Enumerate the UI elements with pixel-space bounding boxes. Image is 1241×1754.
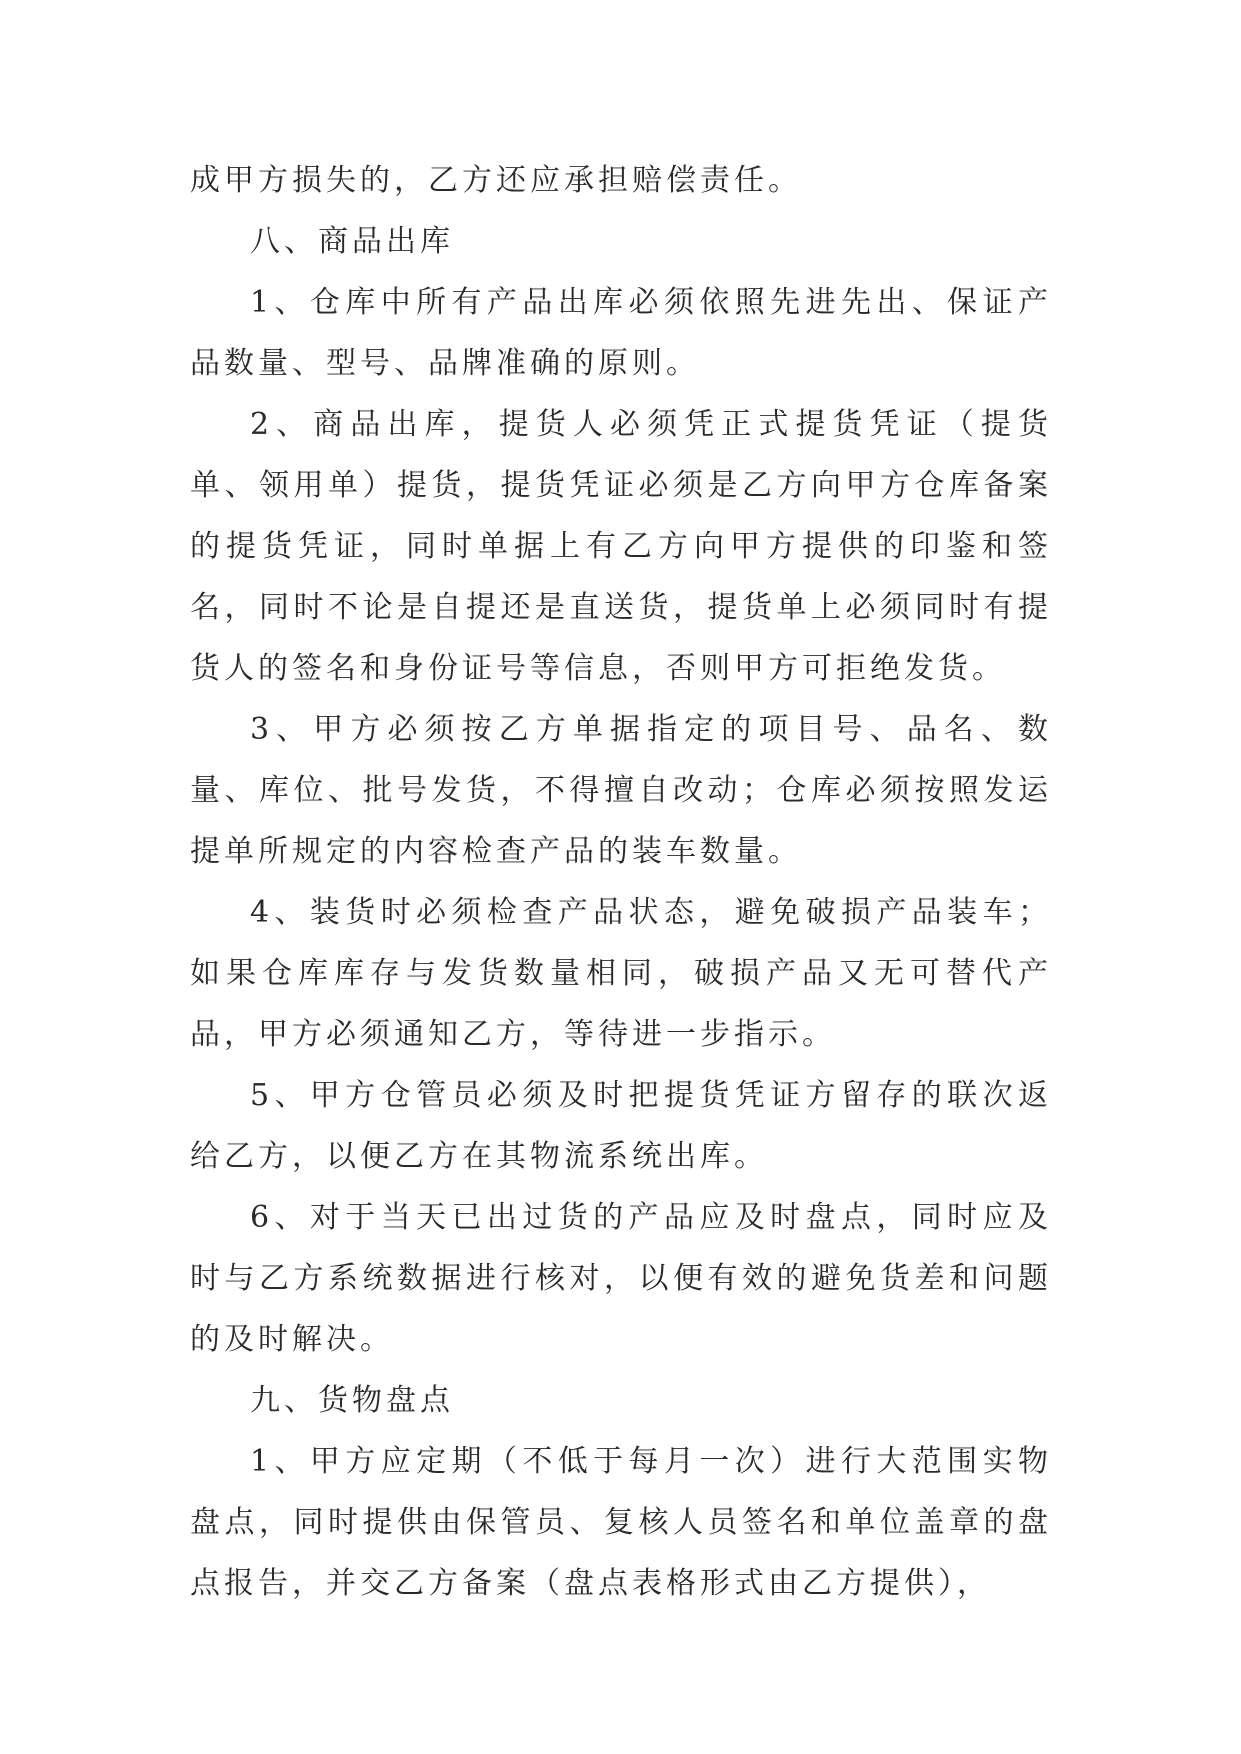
paragraph-outbound-3: 3、甲方必须按乙方单据指定的项目号、品名、数量、库位、批号发货，不得擅自改动；仓库必须按照发运提单所规定的内容检查产品的装车数量。 — [190, 712, 1052, 869]
paragraph-outbound-5: 5、甲方仓管员必须及时把提货凭证方留存的联次返给乙方，以便乙方在其物流系统出库。 — [190, 1078, 1052, 1174]
document-body — [190, 150, 1052, 1614]
paragraph-outbound-1: 1、仓库中所有产品出库必须依照先进先出、保证产品数量、型号、品牌准确的原则。 — [190, 285, 1052, 381]
paragraph-outbound-6: 6、对于当天已出过货的产品应及时盘点，同时应及时与乙方系统数据进行核对，以便有效的避免货差和问题的及时解决。 — [190, 1200, 1052, 1357]
paragraph-inventory-1: 1、甲方应定期（不低于每月一次）进行大范围实物盘点，同时提供由保管员、复核人员签名和单位盖章的盘点报告，并交乙方备案（盘点表格形式由乙方提供）， — [190, 1444, 1052, 1601]
section-heading-outbound: 八、商品出库 — [250, 224, 454, 259]
paragraph-continuation: 成甲方损失的，乙方还应承担赔偿责任。 — [190, 163, 802, 198]
paragraph-outbound-2: 2、商品出库，提货人必须凭正式提货凭证（提货单、领用单）提货，提货凭证必须是乙方向甲方仓库备案的提货凭证，同时单据上有乙方向甲方提供的印鉴和签名，同时不论是自提还是直送货，提货单上必须同时有提货人的签名和身份证号等信息，否则甲方可拒绝发货。 — [190, 407, 1052, 686]
section-heading-inventory: 九、货物盘点 — [250, 1383, 454, 1418]
paragraph-outbound-4: 4、装货时必须检查产品状态，避免破损产品装车；如果仓库库存与发货数量相同，破损产品又无可替代产品，甲方必须通知乙方，等待进一步指示。 — [190, 895, 1052, 1052]
